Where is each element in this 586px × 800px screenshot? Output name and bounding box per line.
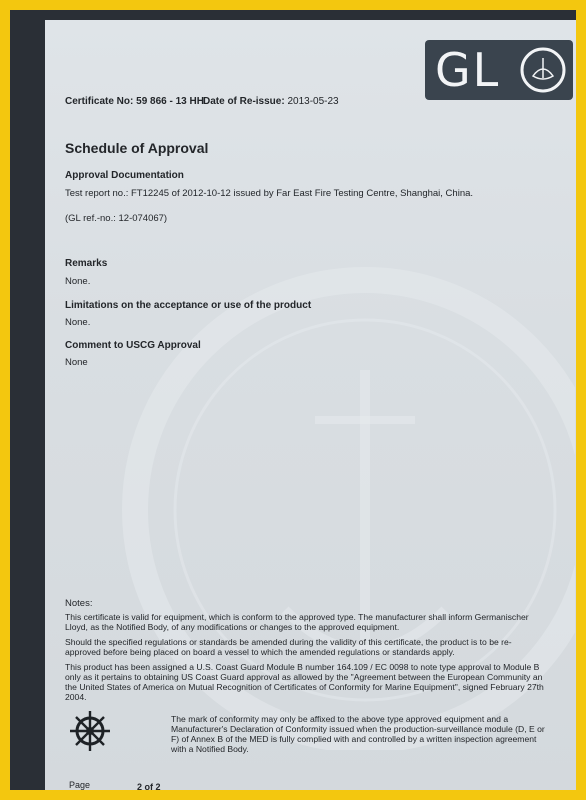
certificate-number <box>65 96 204 107</box>
uscg-heading: Comment to USCG Approval <box>65 340 201 351</box>
limitations-text: None. <box>65 317 91 328</box>
gl-logo <box>425 40 573 100</box>
page-label: Page <box>69 780 91 790</box>
page-number: 2 of 2 <box>137 782 161 792</box>
approval-test-report: Test report no.: FT12245 of 2012-10-12 issued by Far East Fire Testing Centre, Shanghai, China. <box>65 188 474 199</box>
remarks-text: None. <box>65 276 91 287</box>
reissue-date-label: Date of Re-issue: <box>203 96 285 107</box>
approval-heading: Approval Documentation <box>65 170 184 181</box>
certificate-number-value: 59 866 - 13 HH <box>136 96 204 107</box>
notes-paragraph-reapproval: Should the specified regulations or standards be amended during the validity of this certificate, the product is to be re-approved before being placed on board a vessel to which the amended regulations or standards apply. <box>65 637 512 657</box>
ships-wheel-icon <box>69 710 111 752</box>
approval-gl-ref: (GL ref.-no.: 12-074067) <box>65 213 168 224</box>
notes-heading: Notes: <box>65 598 93 609</box>
reissue-date <box>203 96 339 107</box>
uscg-text: None <box>65 357 88 368</box>
notes-paragraph-uscg: This product has been assigned a U.S. Coast Guard Module B number 164.109 / EC 0098 to note type approval to Module B only as it pertains to obtaining US Coast Guard approval as allowed by the "Agreement between the European Community an the United States of America on Mutual Recognition of Certificates of Conformity for Marine Equipment", signed February 27th 2004. <box>65 662 544 702</box>
logo-text: GL <box>435 43 501 97</box>
certificate-page <box>45 20 576 790</box>
remarks-heading: Remarks <box>65 258 108 269</box>
notes-paragraph-validity: This certificate is valid for equipment, which is conform to the approved type. The manufacturer shall inform Germanischer Lloyd, as the Notified Body, of any modifications or changes to the approved equipment. <box>65 612 529 632</box>
reissue-date-value: 2013-05-23 <box>287 96 339 107</box>
limitations-heading: Limitations on the acceptance or use of the product <box>65 300 312 311</box>
certificate-number-label: Certificate No: <box>65 96 134 107</box>
gl-emblem-icon <box>519 46 567 94</box>
document-frame <box>10 10 576 790</box>
page-title: Schedule of Approval <box>65 140 209 156</box>
mark-of-conformity-text: The mark of conformity may only be affixed to the above type approved equipment and a Manufacturer's Declaration of Conformity issued when the production-surveillance module (D, E or F) of Annex B of the MED is fully complied with and controlled by a written inspection agreement with a Notified Body. <box>171 714 545 754</box>
